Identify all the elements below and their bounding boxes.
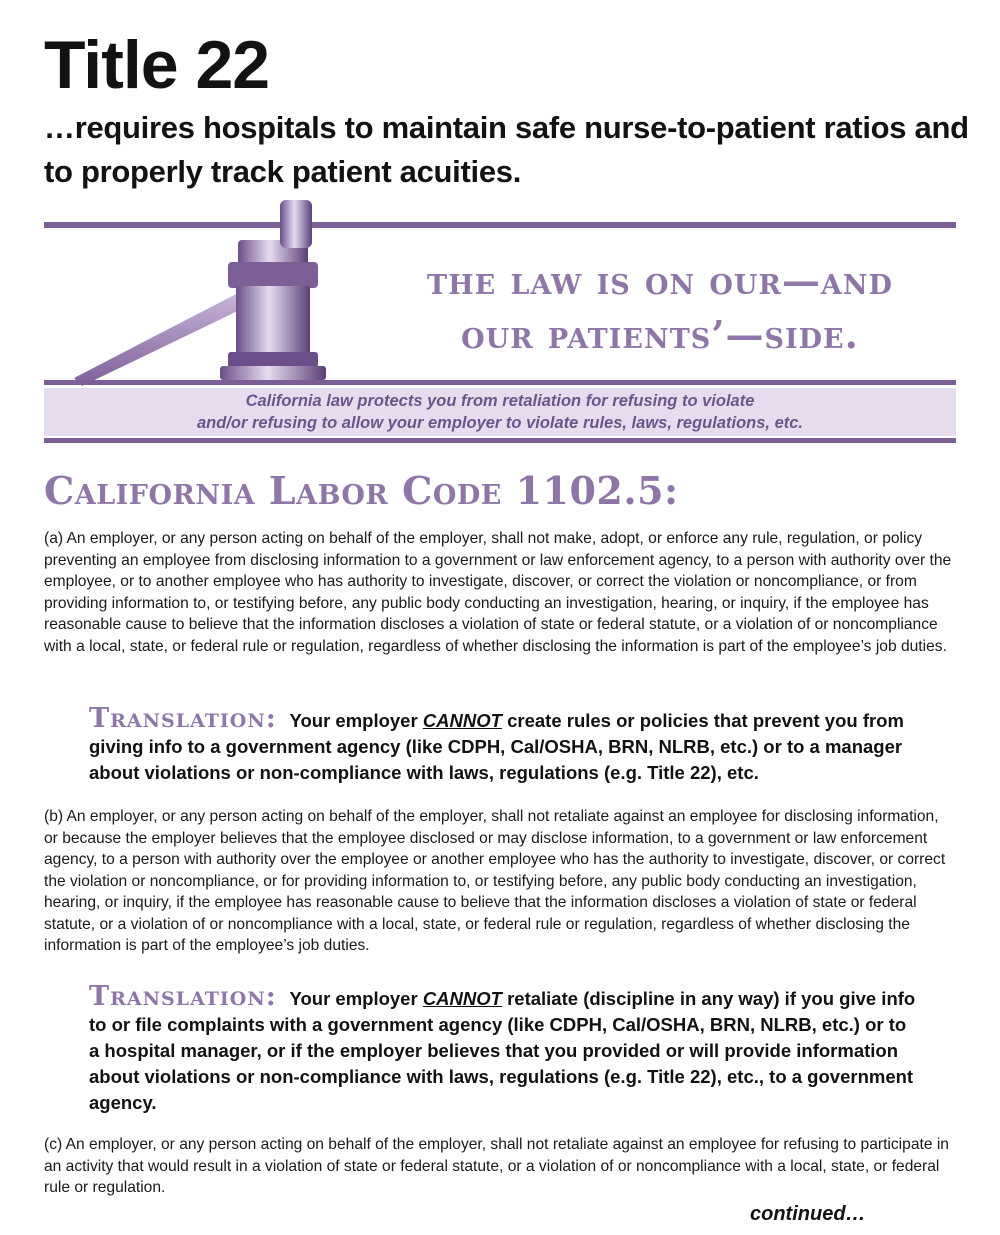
continued-note: continued… <box>750 1203 866 1225</box>
translation-a <box>89 703 919 786</box>
banner-note-line1: California law protects you from retaliation for refusing to violate <box>245 392 755 410</box>
banner-headline-line2: our patients’—side. <box>461 312 859 357</box>
translation-lead: Your employer <box>289 710 418 731</box>
banner-headline <box>360 254 960 362</box>
page-title: Title 22 <box>44 27 270 103</box>
banner-headline-line1: the law is on our—and <box>427 258 893 303</box>
section-heading: California Labor Code 1102.5: <box>44 468 679 513</box>
translation-text: create rules or policies that prevent you from giving info to a government agency (like CDPH, Cal/OSHA, BRN, NLRB, etc.) or to a manager about violations or non-compliance with laws, regulations (e.g. Title 22), etc. <box>89 710 904 783</box>
translation-emphasis: CANNOT <box>422 710 502 731</box>
translation-b <box>89 981 919 1116</box>
banner-note-line2: and/or refusing to allow your employer to violate rules, laws, regulations, etc. <box>196 414 804 432</box>
page-subtitle: …requires hospitals to maintain safe nurse-to-patient ratios and to properly track patient acuities. <box>44 110 969 189</box>
translation-text: retaliate (discipline in any way) if you give info to or file complaints with a government agency (like CDPH, Cal/OSHA, BRN, NLRB, etc.) or to a hospital manager, or if the employer believes that you provided or will provide information about violations or non-compliance with laws, regulations (e.g. Title 22), etc., to a government agency. <box>89 988 916 1113</box>
translation-lead: Your employer <box>289 988 418 1009</box>
paragraph-c: (c) An employer, or any person acting on behalf of the employer, shall not retaliate against an employee for refusing to participate in an activity that would result in a violation of state or federal statute, or a violation of or noncompliance with a local, state, or federal rule or regulation. <box>44 1136 949 1196</box>
translation-label: Translation: <box>89 981 277 1012</box>
paragraph-b: (b) An employer, or any person acting on behalf of the employer, shall not retaliate against an employee for disclosing information, or because the employer believes that the employee disclosed or may disclose information, to a government or law enforcement agency, to a person with authority over the employee or another employee who has the authority to investigate, discover, or correct the violation or noncompliance, or for providing information to, or testifying before, any public body conducting an investigation, hearing, or inquiry, if the employee has reasonable cause to believe that the information discloses a violation of state or federal statute, or a violation of or noncompliance with a local, state, or federal rule or regulation, regardless of whether disclosing the information is part of the employee’s job duties. <box>44 808 946 954</box>
translation-label: Translation: <box>89 703 277 734</box>
banner-divider <box>44 380 956 385</box>
gavel-icon <box>60 200 370 390</box>
banner-note <box>44 390 956 434</box>
translation-emphasis: CANNOT <box>422 988 502 1009</box>
paragraph-a: (a) An employer, or any person acting on behalf of the employer, shall not make, adopt, or enforce any rule, regulation, or policy preventing an employee from disclosing information to a government or law enforcement agency, to a person with authority over the employee, or to another employee who has authority to investigate, discover, or correct the violation or noncompliance, or from providing information to, or testifying before, any public body conducting an investigation, hearing, or inquiry, if the employee has reasonable cause to believe that the information discloses a violation of state or federal statute, or a violation of or noncompliance with a local, state, or federal rule or regulation, regardless of whether disclosing the information is part of the employee’s job duties. <box>44 530 952 655</box>
bottom-divider <box>44 438 956 443</box>
